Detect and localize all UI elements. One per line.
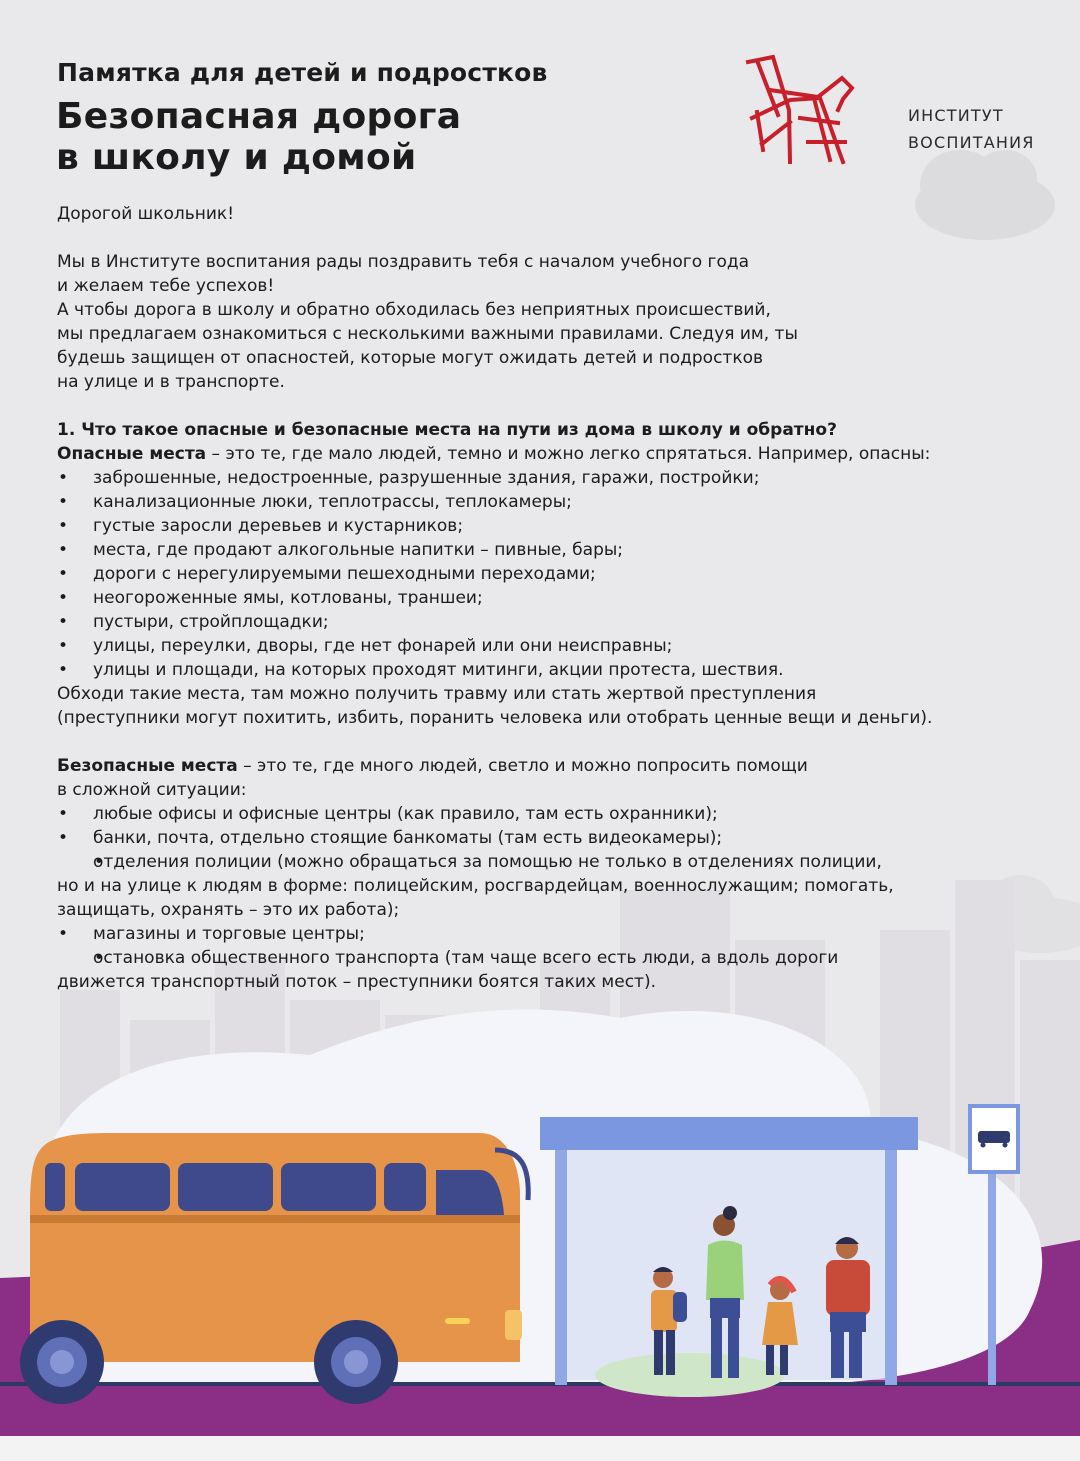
- document-subtitle: Памятка для детей и подростков: [57, 58, 548, 87]
- title-line: в школу и домой: [56, 137, 417, 178]
- safe-places-definition: [57, 754, 1067, 802]
- list-item: • пустыри, стройплощадки;: [57, 610, 1067, 634]
- org-line: ВОСПИТАНИЯ: [908, 133, 1035, 152]
- road-line: [0, 1382, 1080, 1386]
- safe-places-list: [57, 802, 1067, 994]
- list-item: • места, где продают алкогольные напитки – пивные, бары;: [57, 538, 1067, 562]
- organization-name: [908, 102, 1035, 156]
- org-line: ИНСТИТУТ: [908, 106, 1004, 125]
- dangerous-places-list: [57, 466, 1067, 682]
- list-item: • канализационные люки, теплотрассы, теплокамеры;: [57, 490, 1067, 514]
- list-item: • заброшенные, недостроенные, разрушенные здания, гаражи, постройки;: [57, 466, 1067, 490]
- definition: – это те, где много людей, светло и можно попросить помощи в сложной ситуации:: [57, 756, 808, 800]
- list-item: • банки, почта, отдельно стоящие банкоматы (там есть видеокамеры);: [57, 826, 1067, 850]
- list-item: • остановка общественного транспорта (там чаще всего есть люди, а вдоль дороги движется транспортный поток – преступники боятся таких мест).: [57, 946, 1067, 994]
- section-heading: 1. Что такое опасные и безопасные места на пути из дома в школу и обратно?: [57, 420, 837, 440]
- term: Опасные места: [57, 444, 207, 464]
- list-item: • улицы, переулки, дворы, где нет фонарей или они неисправны;: [57, 634, 1067, 658]
- list-item: • дороги с нерегулируемыми пешеходными переходами;: [57, 562, 1067, 586]
- document-body: [57, 202, 1067, 994]
- bottom-strip: [0, 1436, 1080, 1461]
- logo-icon: [748, 57, 852, 162]
- title-line: Безопасная дорога: [56, 96, 462, 137]
- term: Безопасные места: [57, 756, 238, 776]
- list-item: • магазины и торговые центры;: [57, 922, 1067, 946]
- list-item: • густые заросли деревьев и кустарников;: [57, 514, 1067, 538]
- greeting: Дорогой школьник!: [57, 204, 235, 224]
- list-item: • отделения полиции (можно обращаться за помощью не только в отделениях полиции, но и на улице к людям в форме: полицейским, росгвардейцам, военнослужащим; помогать, защищать, охранять – это их работа);: [57, 850, 1067, 922]
- definition: – это те, где мало людей, темно и можно легко спрятаться. Например, опасны:: [206, 444, 931, 464]
- dangerous-places-note: Обходи такие места, там можно получить травму или стать жертвой преступления (преступники могут похитить, избить, поранить человека или отобрать ценные вещи и деньги).: [57, 684, 933, 728]
- list-item: • любые офисы и офисные центры (как правило, там есть охранники);: [57, 802, 1067, 826]
- list-item: • улицы и площади, на которых проходят митинги, акции протеста, шествия.: [57, 658, 1067, 682]
- document-title: [56, 96, 461, 178]
- dangerous-places-definition: [57, 442, 1067, 466]
- list-item: • неогороженные ямы, котлованы, траншеи;: [57, 586, 1067, 610]
- intro-paragraph: Мы в Институте воспитания рады поздравить тебя с началом учебного года и желаем тебе успехов! А чтобы дорога в школу и обратно обходилась без неприятных происшествий, мы предлагаем ознакомиться с несколькими важными правилами. Следуя им, ты будешь защищен от опасностей, которые могут ожидать детей и подростков на улице и в транспорте.: [57, 252, 798, 392]
